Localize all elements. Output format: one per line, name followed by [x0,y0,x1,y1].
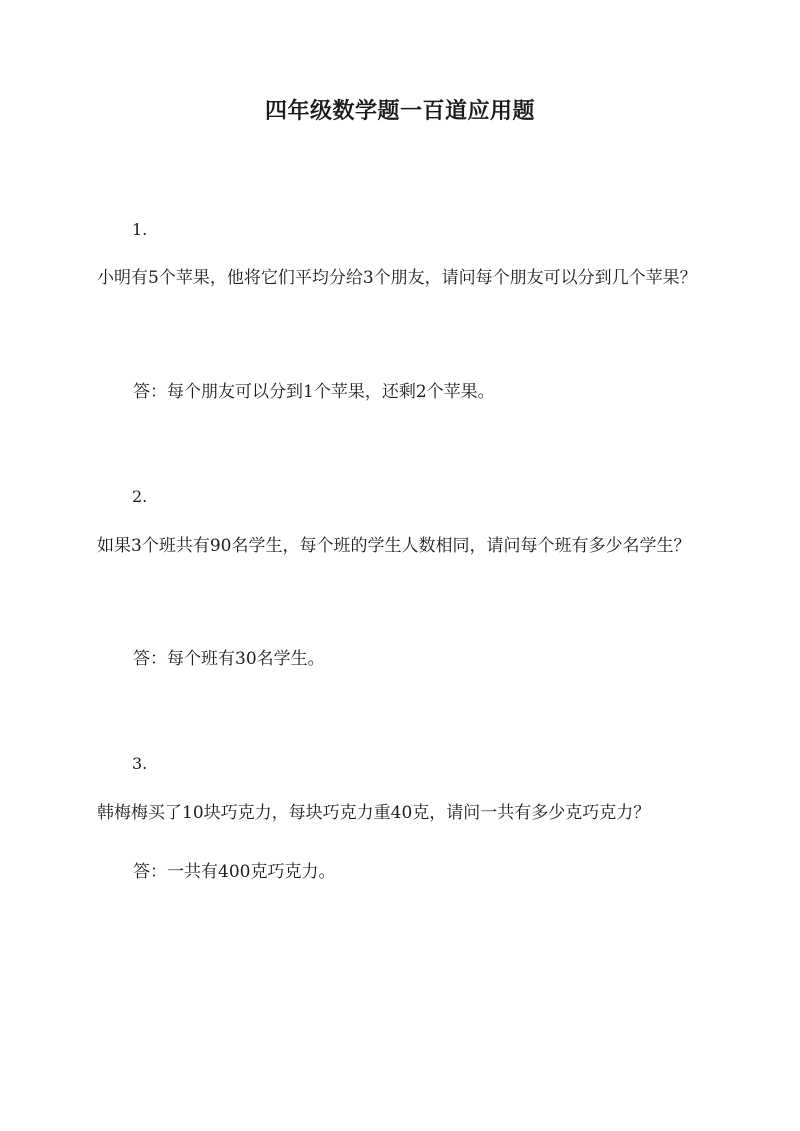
question-text: 小明有5个苹果，他将它们平均分给3个朋友，请问每个朋友可以分到几个苹果？ [97,268,697,288]
question-number: 3. [132,754,148,773]
question-text: 韩梅梅买了10块巧克力，每块巧克力重40克，请问一共有多少克巧克力？ [97,803,651,823]
question-answer: 答：一共有400克巧克力。 [133,862,336,882]
question-number: 2. [132,487,148,506]
page-title: 四年级数学题一百道应用题 [264,98,535,124]
question-answer: 答：每个朋友可以分到1个苹果，还剩2个苹果。 [133,382,495,402]
question-text: 如果3个班共有90名学生，每个班的学生人数相同，请问每个班有多少名学生？ [97,536,691,556]
question-number: 1. [132,220,148,239]
question-answer: 答：每个班有30名学生。 [133,649,325,669]
